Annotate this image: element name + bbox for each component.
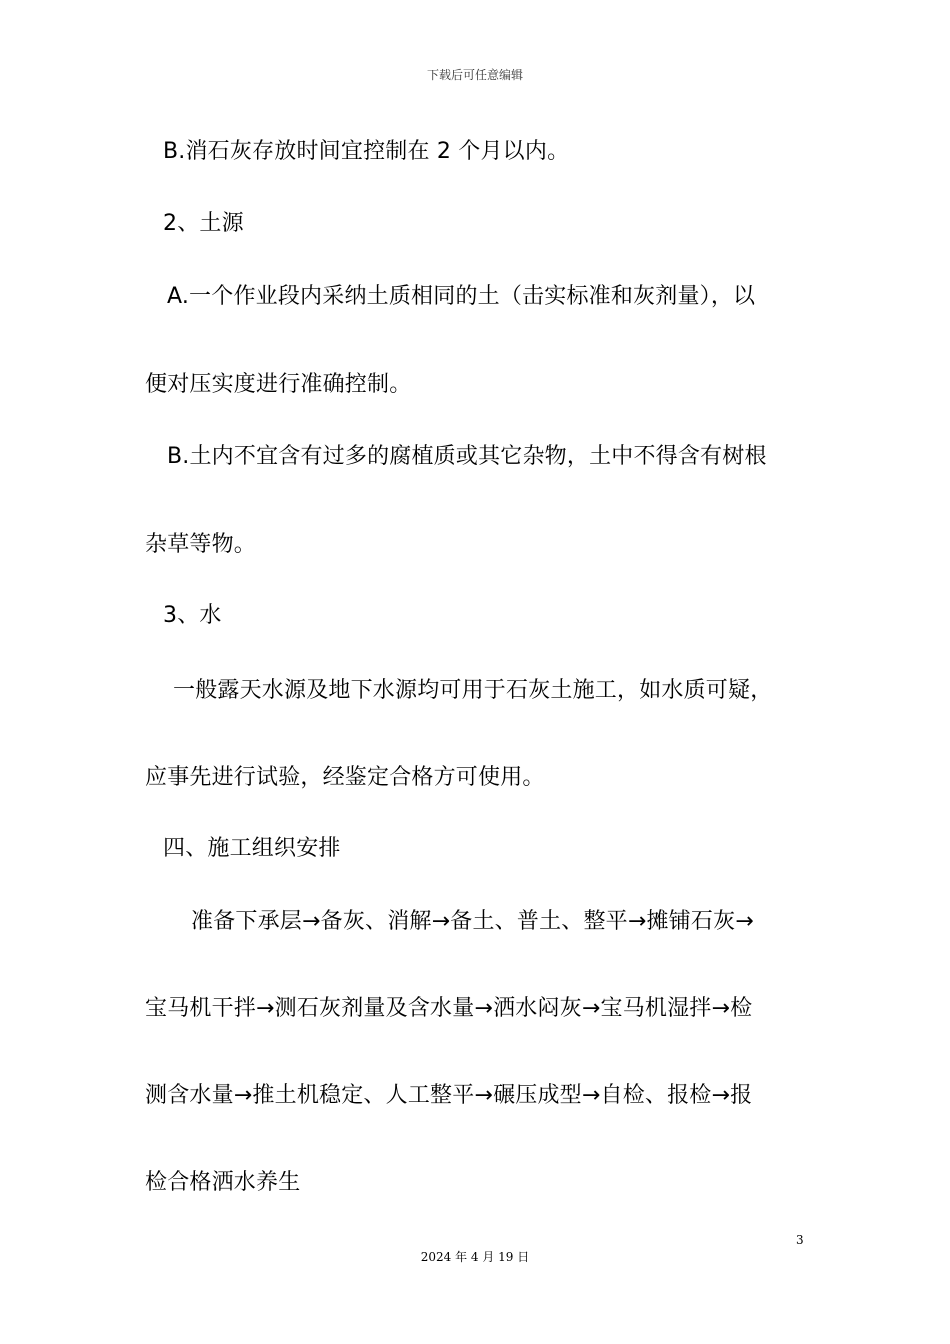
- paragraph-line: 杂草等物。: [145, 532, 257, 557]
- section-heading-construction: 四、施工组织安排: [163, 836, 341, 861]
- paragraph-line: 便对压实度进行准确控制。: [145, 372, 412, 397]
- section-heading-water: 3、水: [163, 603, 222, 628]
- paragraph-line: B.消石灰存放时间宜控制在 2 个月以内。: [163, 139, 570, 164]
- paragraph-line: 检合格洒水养生: [145, 1170, 301, 1195]
- paragraph-line: 准备下承层→备灰、消解→备土、普土、整平→摊铺石灰→: [191, 909, 754, 934]
- paragraph-line: A.一个作业段内采纳土质相同的土（击实标准和灰剂量），以: [167, 284, 756, 309]
- page-number: 3: [796, 1233, 804, 1247]
- paragraph-line: B.土内不宜含有过多的腐植质或其它杂物，土中不得含有树根: [167, 444, 767, 469]
- paragraph-line: 宝马机干拌→测石灰剂量及含水量→洒水闷灰→宝马机湿拌→检: [145, 996, 753, 1021]
- paragraph-line: 测含水量→推土机稳定、人工整平→碾压成型→自检、报检→报: [145, 1083, 753, 1108]
- paragraph-line: 一般露天水源及地下水源均可用于石灰土施工，如水质可疑，: [173, 678, 773, 703]
- paragraph-line: 应事先进行试验，经鉴定合格方可使用。: [145, 765, 545, 790]
- footer-date: 2024 年 4 月 19 日: [420, 1250, 530, 1264]
- section-heading-soil: 2、土源: [163, 211, 244, 236]
- header-note: 下载后可任意编辑: [426, 68, 523, 82]
